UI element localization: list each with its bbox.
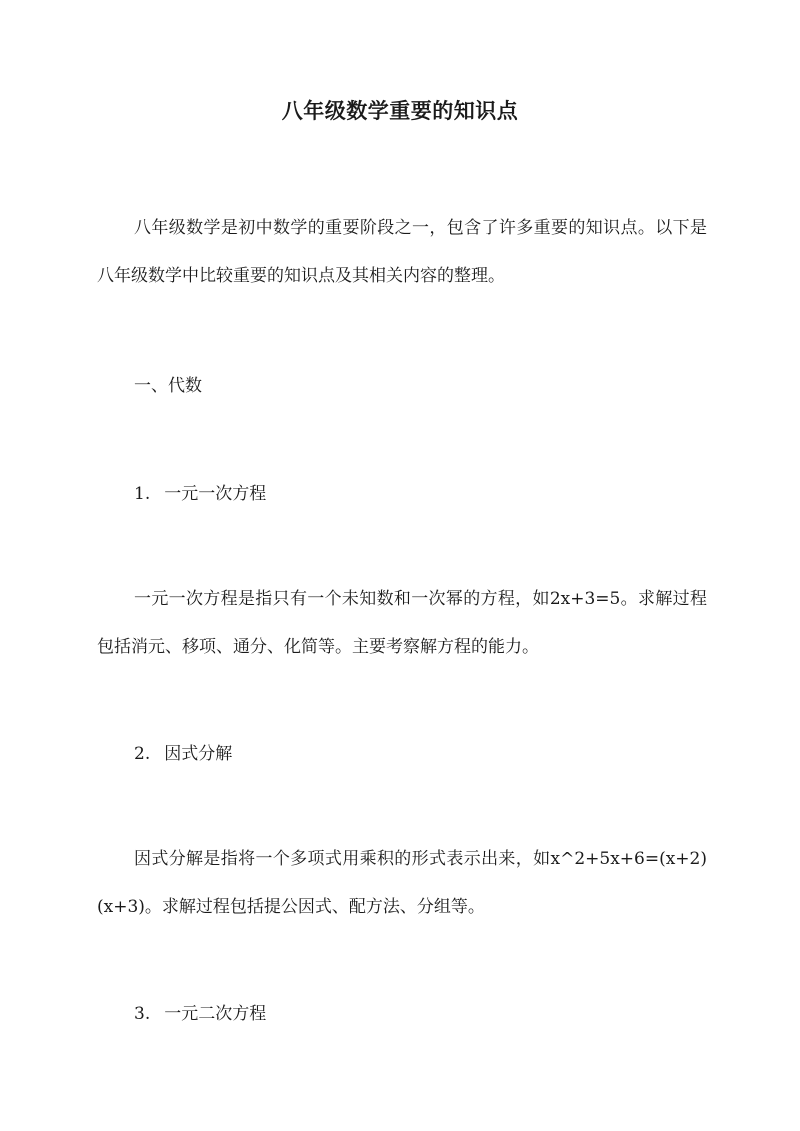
item-number: 1.: [134, 484, 151, 504]
item-title: 一元二次方程: [164, 1004, 267, 1024]
item-title: 一元一次方程: [164, 484, 267, 504]
item-heading-quadratic-equation: [134, 1002, 266, 1026]
item-number: 2.: [134, 744, 151, 764]
factorization-paragraph: 因式分解是指将一个多项式用乘积的形式表示出来，如x^2+5x+6=(x+2)(x+3)。求解过程包括提公因式、配方法、分组等。: [97, 849, 707, 917]
intro-paragraph: 八年级数学是初中数学的重要阶段之一，包含了许多重要的知识点。以下是八年级数学中比较重要的知识点及其相关内容的整理。: [97, 218, 707, 286]
linear-equation-paragraph: 一元一次方程是指只有一个未知数和一次幂的方程，如2x+3=5。求解过程包括消元、移项、通分、化简等。主要考察解方程的能力。: [97, 589, 707, 657]
document-title: 八年级数学重要的知识点: [281, 98, 519, 123]
item-title: 因式分解: [164, 744, 233, 764]
section-heading-algebra: 一、代数: [134, 376, 202, 396]
item-number: 3.: [134, 1004, 151, 1024]
item-heading-linear-equation: [134, 482, 266, 506]
item-heading-factorization: [134, 742, 232, 766]
